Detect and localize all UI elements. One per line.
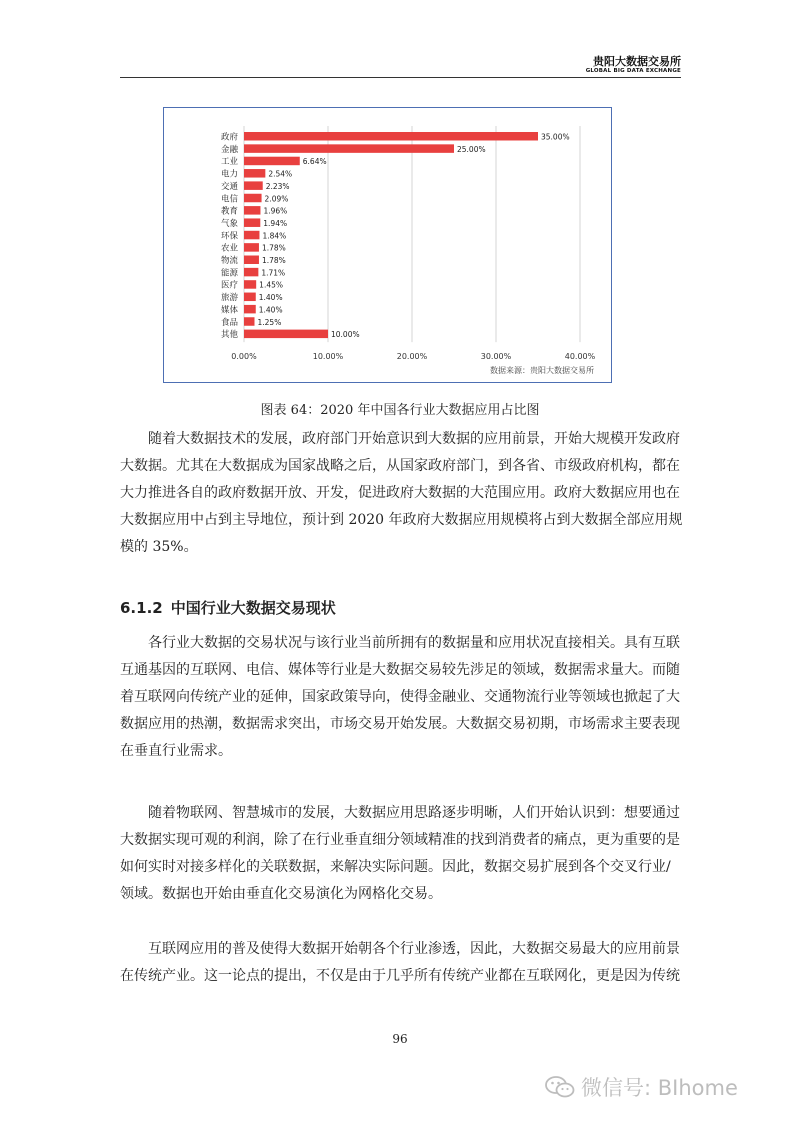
bar	[244, 181, 263, 190]
x-tick-label: 0.00%	[231, 352, 257, 362]
category-label: 农业	[220, 243, 238, 254]
paragraph-line: 互通基因的互联网、电信、媒体等行业是大数据交易较先涉足的领域，数据需求量大。而随	[120, 662, 680, 678]
paragraph-line: 领域。数据也开始由垂直化交易演化为网格化交易。	[120, 886, 442, 902]
paragraph-line: 随着大数据技术的发展，政府部门开始意识到大数据的应用前景，开始大规模开发政府	[148, 431, 680, 447]
section-heading	[120, 597, 336, 618]
x-tick-label: 10.00%	[312, 352, 344, 362]
value-label: 6.64%	[302, 157, 327, 167]
value-label: 1.45%	[259, 280, 284, 290]
watermark-text: 微信号: BIhome	[581, 1076, 738, 1100]
paragraph-line: 数据应用的热潮，数据需求突出，市场交易开始发展。大数据交易初期，市场需求主要表现	[120, 716, 680, 732]
category-label: 其他	[220, 330, 238, 341]
paragraph-line: 大数据应用中占到主导地位，预计到 2020 年政府大数据应用规模将占到大数据全部应用规	[120, 512, 683, 528]
bar	[244, 169, 265, 178]
section-number: 6.1.2	[120, 599, 163, 617]
value-label: 2.54%	[268, 169, 293, 179]
paragraph-line: 大数据实现可观的利润，除了在行业垂直细分领域精准的找到消费者的痛点，更为重要的是	[120, 832, 680, 848]
paragraph-line: 着互联网向传统产业的延伸，国家政策导向，使得金融业、交通物流行业等领域也掀起了大	[120, 689, 680, 705]
bar	[244, 330, 328, 339]
value-label: 1.96%	[263, 206, 288, 216]
category-label: 医疗	[220, 280, 238, 291]
value-label: 1.40%	[258, 293, 283, 303]
paragraph-line: 大数据。尤其在大数据成为国家战略之后，从国家政府部门，到各省、市级政府机构，都在	[120, 458, 680, 474]
category-label: 旅游	[220, 293, 238, 304]
category-label: 物流	[220, 256, 238, 266]
category-label: 能源	[220, 268, 238, 279]
value-label: 1.78%	[261, 243, 286, 253]
value-label: 2.23%	[265, 181, 290, 191]
paragraph-line: 大力推进各自的政府数据开放、开发，促进政府大数据的大范围应用。政府大数据应用也在	[120, 485, 680, 501]
category-label: 气象	[220, 218, 238, 229]
paragraph-line: 随着物联网、智慧城市的发展，大数据应用思路逐步明晰，人们开始认识到：想要通过	[148, 805, 680, 821]
paragraph-line: 各行业大数据的交易状况与该行业当前所拥有的数据量和应用状况直接相关。具有互联	[148, 635, 680, 651]
page-number: 96	[392, 1032, 408, 1046]
category-label: 金融	[220, 144, 238, 155]
paragraph-government-data	[120, 426, 681, 561]
value-label: 1.40%	[258, 305, 283, 315]
bar	[244, 218, 260, 227]
bar	[244, 256, 259, 265]
category-label: 交通	[220, 181, 238, 192]
value-label: 1.84%	[262, 231, 287, 241]
category-label: 教育	[220, 206, 238, 217]
x-tick-label: 30.00%	[480, 352, 512, 362]
value-label: 25.00%	[457, 144, 486, 154]
paragraph-line: 在垂直行业需求。	[120, 743, 232, 759]
value-label: 1.25%	[257, 317, 282, 327]
chart-source-note: 数据来源：贵阳大数据交易所	[490, 366, 594, 375]
paragraph-iot-smart-city	[120, 800, 681, 908]
header-org-name: 贵阳大数据交易所	[593, 55, 681, 68]
paragraph-traditional-industry	[120, 936, 681, 990]
wechat-icon	[545, 1075, 575, 1104]
paragraph-line: 互联网应用的普及使得大数据开始朝各个行业渗透，因此，大数据交易最大的应用前景	[148, 941, 680, 957]
value-label: 1.78%	[261, 256, 286, 265]
value-label: 1.71%	[261, 268, 286, 278]
value-label: 35.00%	[541, 132, 570, 142]
paragraph-industry-status	[120, 630, 681, 765]
bar	[244, 293, 256, 302]
bar	[244, 231, 259, 240]
category-label: 政府	[220, 132, 238, 143]
bar	[244, 305, 256, 314]
header-org-name-en: GLOBAL BIG DATA EXCHANGE	[585, 68, 681, 74]
bar	[244, 280, 256, 289]
x-tick-label: 20.00%	[396, 352, 428, 362]
value-label: 10.00%	[331, 330, 360, 340]
chart-canvas	[164, 108, 611, 382]
bar	[244, 194, 262, 203]
category-label: 工业	[220, 157, 238, 168]
category-label: 环保	[220, 231, 238, 242]
bar	[244, 206, 260, 215]
category-label: 电力	[220, 169, 238, 180]
bar	[244, 157, 300, 166]
category-label: 食品	[220, 317, 238, 328]
bar	[244, 132, 538, 141]
figure-caption: 图表 64：2020 年中国各行业大数据应用占比图	[260, 403, 540, 418]
paragraph-line: 如何实时对接多样化的关联数据，来解决实际问题。因此，数据交易扩展到各个交叉行业/	[120, 859, 671, 875]
paragraph-line: 在传统产业。这一论点的提出，不仅是由于几乎所有传统产业都在互联网化，更是因为传统	[120, 968, 680, 984]
paragraph-line: 模的 35%。	[120, 539, 198, 555]
wechat-watermark	[545, 1072, 738, 1104]
header-divider	[120, 77, 681, 78]
value-label: 1.94%	[263, 218, 288, 228]
section-title: 中国行业大数据交易现状	[170, 599, 336, 617]
bar	[244, 243, 259, 252]
bar	[244, 268, 258, 277]
x-tick-label: 40.00%	[564, 352, 596, 362]
bar	[244, 317, 255, 326]
category-label: 媒体	[220, 305, 238, 316]
industry-bar-chart	[163, 107, 612, 383]
category-label: 电信	[220, 194, 238, 205]
value-label: 2.09%	[264, 194, 289, 204]
bar	[244, 144, 454, 153]
